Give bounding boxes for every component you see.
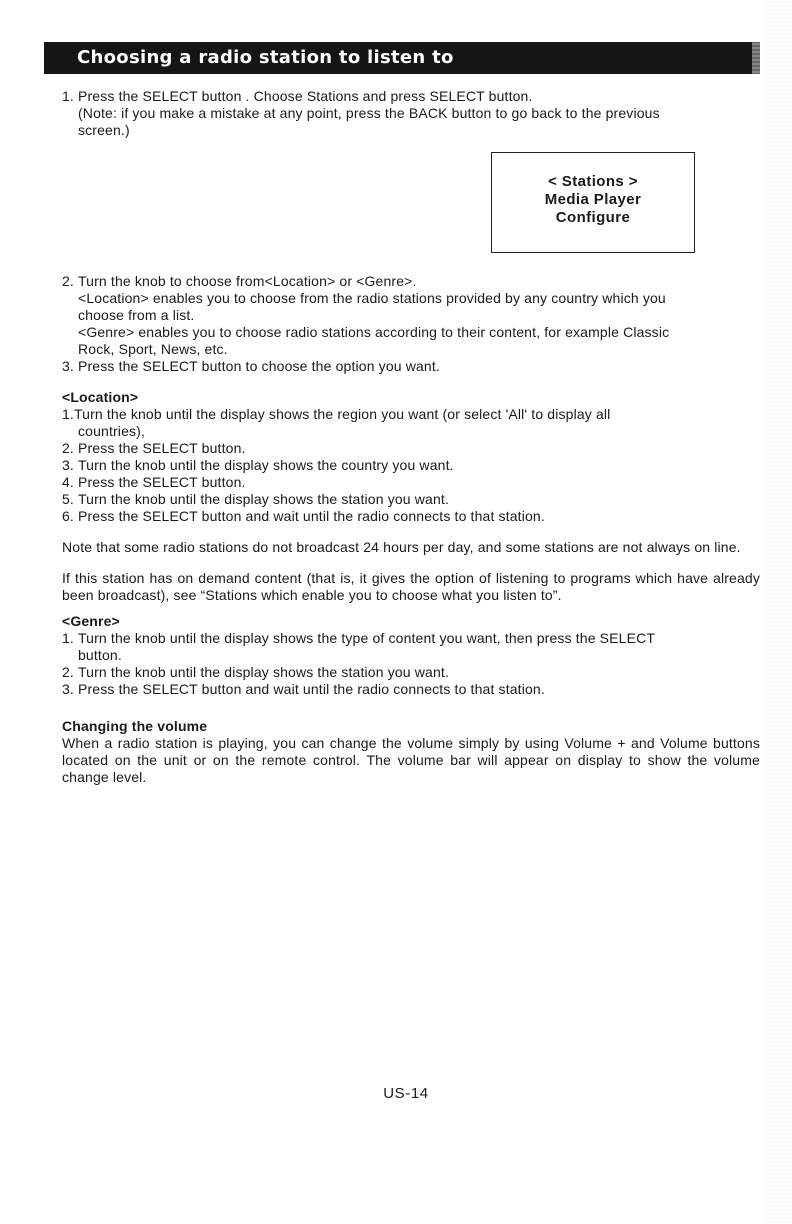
- step-text: Turn the knob until the display shows the country you want.: [78, 457, 454, 473]
- page-content: [62, 88, 760, 786]
- step-text: Press the SELECT button to choose the option you want.: [78, 358, 440, 374]
- step-2: [62, 273, 760, 358]
- genre-heading: <Genre>: [62, 613, 120, 629]
- section-header: [44, 42, 760, 74]
- step-text: Turn the knob until the display shows the station you want.: [78, 491, 449, 507]
- step-number: 6.: [62, 508, 74, 524]
- screen-line-stations: < Stations >: [548, 172, 638, 190]
- location-step-6: [62, 508, 760, 525]
- location-step-2: [62, 440, 760, 457]
- step-text: Turn the knob until the display shows the type of content you want, then press the SELECT: [78, 630, 656, 646]
- page-number: US-14: [383, 1085, 429, 1102]
- section-title: Choosing a radio station to listen to: [77, 47, 454, 68]
- step-text: Turn the knob until the display shows the station you want.: [78, 664, 449, 680]
- volume-heading: Changing the volume: [62, 718, 208, 734]
- note-broadcast: Note that some radio stations do not broadcast 24 hours per day, and some stations are not always on line.: [62, 539, 741, 555]
- header-bar-end: [752, 42, 760, 74]
- screen-line-configure: Configure: [555, 208, 631, 226]
- genre-description: <Genre> enables you to choose radio stations according to their content, for example Classic: [78, 324, 670, 340]
- location-description-cont: choose from a list.: [78, 307, 195, 323]
- step-text: Turn the knob to choose from<Location> or <Genre>.: [78, 273, 417, 289]
- note-text: (Note: if you make a mistake at any point, press the BACK button to go back to the previous: [78, 105, 660, 121]
- location-step-1-cont: countries),: [78, 423, 146, 439]
- location-step-4: [62, 474, 760, 491]
- step-number: 2.: [62, 664, 74, 680]
- step-text: Press the SELECT button.: [78, 440, 246, 456]
- note-text-cont: screen.): [78, 122, 130, 138]
- location-step-1: 1.Turn the knob until the display shows the region you want (or select 'All' to display all: [62, 406, 611, 422]
- step-text: Press the SELECT button and wait until the radio connects to that station.: [78, 681, 545, 697]
- step-number: 4.: [62, 474, 74, 490]
- step-number: 5.: [62, 491, 74, 507]
- screen-line-media-player: Media Player: [544, 190, 642, 208]
- step-text-cont: button.: [78, 647, 122, 663]
- display-screen-illustration: [491, 152, 695, 253]
- step-number: 2.: [62, 440, 74, 456]
- step-number: 3.: [62, 681, 74, 697]
- location-step-3: [62, 457, 760, 474]
- note-on-demand: If this station has on demand content (that is, it gives the option of listening to programs which have already been broadcast), see “Stations which enable you to choose what you listen to”.: [62, 570, 760, 603]
- step-1: [62, 88, 760, 139]
- genre-step-3: [62, 681, 760, 698]
- step-number: 1.: [62, 630, 74, 646]
- location-heading: <Location>: [62, 389, 139, 405]
- location-step-5: [62, 491, 760, 508]
- step-number: 2.: [62, 273, 74, 289]
- genre-step-2: [62, 664, 760, 681]
- step-text: Press the SELECT button.: [78, 474, 246, 490]
- volume-text: When a radio station is playing, you can change the volume simply by using Volume + and Volume buttons located on the unit or on the remote control. The volume bar will appear on display to show the volume change level.: [62, 735, 760, 785]
- genre-description-cont: Rock, Sport, News, etc.: [78, 341, 228, 357]
- location-description: <Location> enables you to choose from the radio stations provided by any country which you: [78, 290, 666, 306]
- step-number: 1.: [62, 88, 74, 104]
- genre-step-1: [62, 630, 760, 664]
- step-3: [62, 358, 760, 375]
- step-number: 3.: [62, 358, 74, 374]
- step-text: Press the SELECT button . Choose Stations and press SELECT button.: [78, 88, 533, 104]
- step-number: 3.: [62, 457, 74, 473]
- scan-edge-texture: [766, 0, 792, 1224]
- step-text: Press the SELECT button and wait until the radio connects to that station.: [78, 508, 545, 524]
